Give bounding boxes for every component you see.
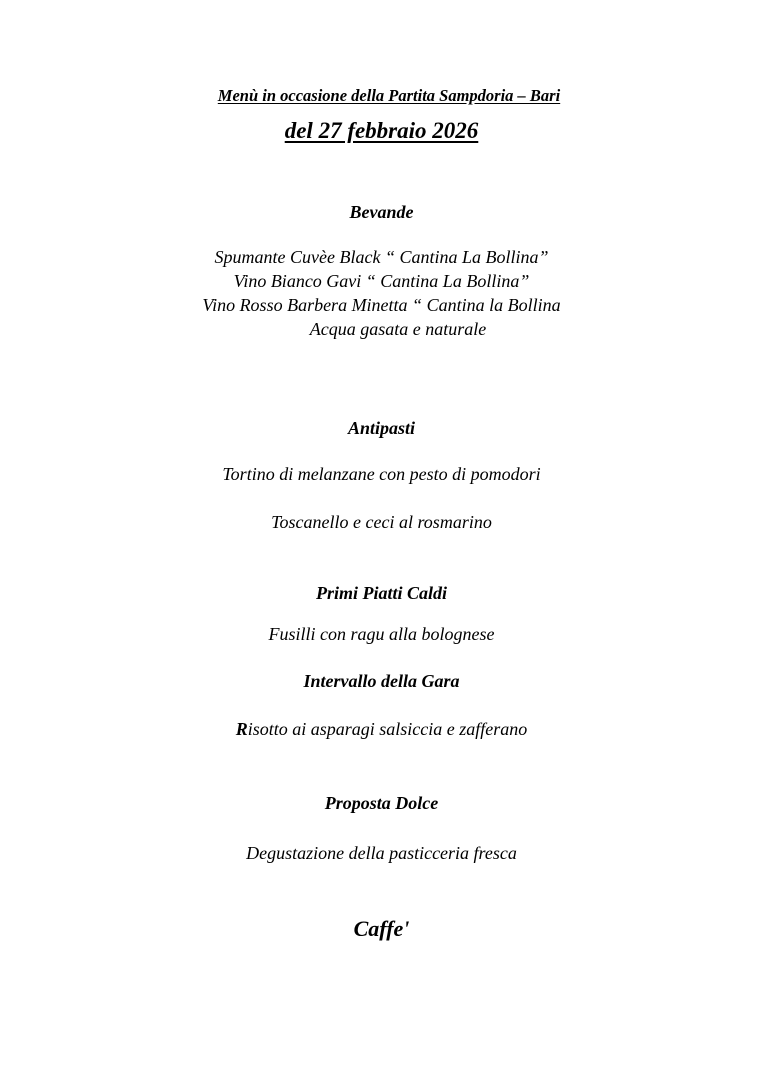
section-heading-dolce: Proposta Dolce [324, 793, 439, 813]
menu-date: del 27 febbraio 2026 [284, 118, 479, 143]
section-heading-antipasti: Antipasti [347, 418, 416, 438]
intervallo-item-text: isotto ai asparagi salsiccia e zafferano [247, 719, 528, 739]
antipasti-item: Tortino di melanzane con pesto di pomodori [222, 464, 541, 484]
intervallo-item [0, 720, 763, 738]
antipasti-item: Toscanello e ceci al rosmarino [271, 512, 492, 532]
section-heading-primi: Primi Piatti Caldi [315, 583, 447, 603]
section-heading-intervallo: Intervallo della Gara [303, 671, 460, 691]
bevande-item: Vino Rosso Barbera Minetta “ Cantina la Bollina [202, 295, 561, 315]
bevande-item: Spumante Cuvèe Black “ Cantina La Bollina” [214, 247, 549, 267]
bevande-item: Acqua gasata e naturale [309, 319, 487, 339]
caffe-heading: Caffe' [353, 916, 410, 941]
bevande-item: Vino Bianco Gavi “ Cantina La Bollina” [233, 271, 530, 291]
intervallo-item-initial: R [235, 719, 248, 739]
dolce-item: Degustazione della pasticceria fresca [246, 843, 517, 863]
section-heading-bevande: Bevande [349, 202, 414, 222]
primi-item: Fusilli con ragu alla bolognese [268, 624, 495, 644]
menu-title: Menù in occasione della Partita Sampdoria – Bari [217, 86, 561, 105]
